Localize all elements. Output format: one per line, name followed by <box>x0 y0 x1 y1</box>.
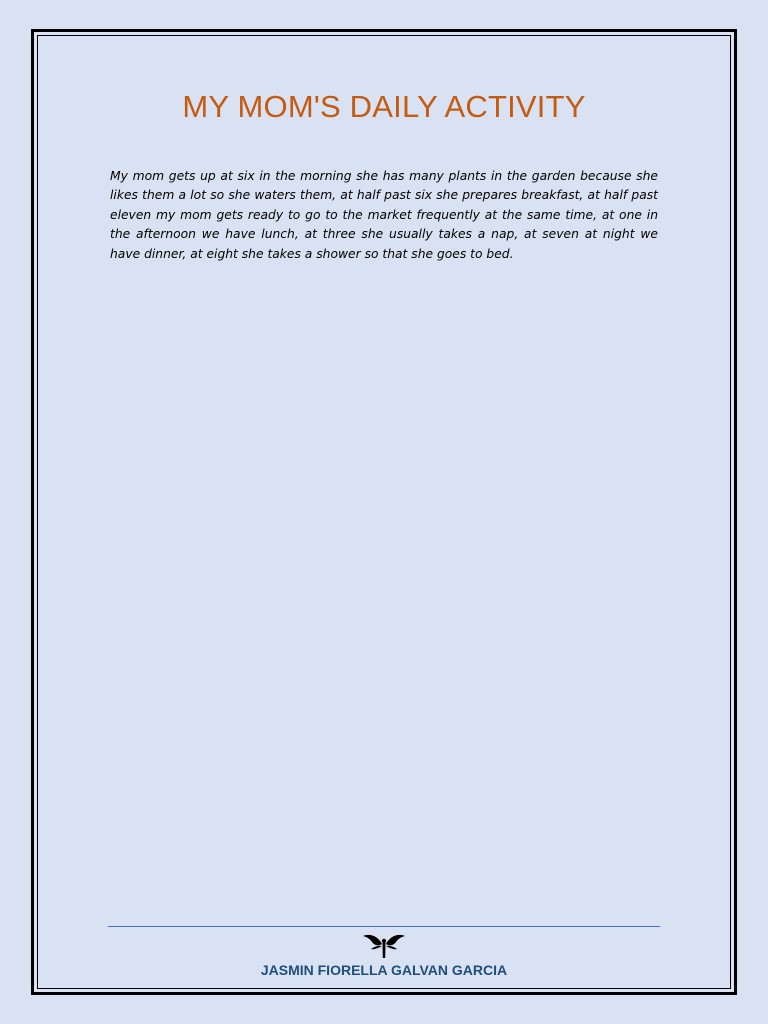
footer-divider <box>108 926 660 927</box>
document-title: MY MOM'S DAILY ACTIVITY <box>182 89 586 124</box>
body-paragraph: My mom gets up at six in the morning she has many plants in the garden because she likes them a lot so she waters them, at half past six she prepares breakfast, at half past eleven my mom gets ready to go to the market frequently at the same time, at one in the afternoon we have lunch, at three she usually takes a nap, at seven at night we have dinner, at eight she takes a shower so that she goes to bed. <box>110 169 658 261</box>
fleuron-icon <box>360 930 408 960</box>
author-name: JASMIN FIORELLA GALVAN GARCIA <box>260 962 508 978</box>
